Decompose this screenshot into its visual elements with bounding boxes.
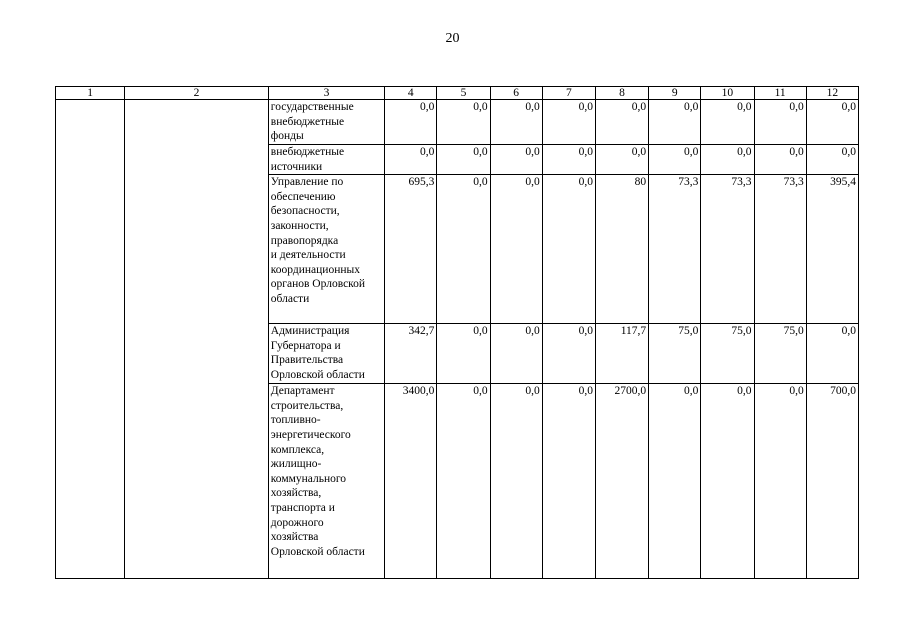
org-cell [268,100,384,145]
value-cell: 73,3 [701,175,754,324]
org-line: законности, [270,219,329,232]
value-cell: 0,0 [437,100,490,145]
value-cell: 3400,0 [385,384,437,579]
value-cell: 73,3 [649,175,701,324]
org-line: правопорядка [270,234,339,247]
value-cell: 2700,0 [595,384,648,579]
value-cell: 75,0 [754,324,806,384]
column-header: 6 [490,87,542,100]
value-cell: 0,0 [437,175,490,324]
value-cell: 0,0 [701,384,754,579]
org-line: внебюджетные [270,146,345,158]
org-line: Орловской области [270,368,365,381]
org-cell [268,175,384,324]
org-line: безопасности, [270,205,340,218]
value-cell: 0,0 [437,324,490,384]
org-line: государственные [270,101,354,113]
budget-table [55,86,859,579]
value-cell: 117,7 [595,324,648,384]
org-line: коммунального [270,472,347,485]
org-line: энергетического [270,428,351,441]
org-line: Орловской области [270,545,365,558]
col1-cell [56,100,125,579]
value-cell: 0,0 [806,100,858,145]
org-cell [268,324,384,384]
value-cell: 0,0 [542,145,595,175]
value-cell: 73,3 [754,175,806,324]
org-line: области [270,292,310,305]
column-header: 4 [385,87,437,100]
column-header: 12 [806,87,858,100]
org-cell [268,145,384,175]
value-cell: 0,0 [806,324,858,384]
value-cell: 0,0 [701,100,754,145]
org-line: дорожного [270,516,324,529]
org-line: Администрация [270,325,350,338]
value-cell: 0,0 [490,384,542,579]
value-cell: 0,0 [754,384,806,579]
column-header: 8 [595,87,648,100]
org-line: топливно- [270,414,321,427]
value-cell: 0,0 [595,100,648,145]
org-line: фонды [270,130,304,143]
value-cell: 0,0 [649,100,701,145]
value-cell: 0,0 [701,145,754,175]
value-cell: 0,0 [542,175,595,324]
value-cell: 700,0 [806,384,858,579]
value-cell: 75,0 [649,324,701,384]
value-cell: 0,0 [542,324,595,384]
page-number: 20 [445,31,460,46]
value-cell: 0,0 [542,384,595,579]
org-line: органов Орловской [270,278,366,291]
org-line: хозяйства, [270,487,322,500]
column-header: 2 [125,87,269,100]
value-cell: 0,0 [490,175,542,324]
value-cell: 0,0 [490,324,542,384]
org-line: строительства, [270,399,344,412]
org-line: Департамент [270,385,335,398]
org-line: хозяйства [270,531,319,544]
value-cell: 0,0 [385,145,437,175]
org-line: обеспечению [270,190,336,203]
table-body [56,100,859,579]
value-cell: 0,0 [437,384,490,579]
value-cell: 0,0 [542,100,595,145]
org-line: Управление по [270,176,344,189]
value-cell: 0,0 [490,100,542,145]
value-cell: 75,0 [701,324,754,384]
col2-cell [125,100,269,579]
value-cell: 695,3 [385,175,437,324]
value-cell: 0,0 [595,145,648,175]
value-cell: 0,0 [437,145,490,175]
org-line: Правительства [270,354,344,367]
org-line: внебюджетные [270,115,345,128]
value-cell: 0,0 [754,100,806,145]
table-row [56,100,859,145]
header-row [56,87,859,100]
column-header: 3 [268,87,384,100]
value-cell: 0,0 [490,145,542,175]
column-header: 9 [649,87,701,100]
org-line: координационных [270,263,360,276]
column-header: 10 [701,87,754,100]
org-line: Губернатора и [270,339,341,352]
org-line: транспорта и [270,501,335,514]
value-cell: 0,0 [806,145,858,175]
value-cell: 80 [595,175,648,324]
org-line: жилищно- [270,458,322,471]
value-cell: 0,0 [649,384,701,579]
value-cell: 0,0 [385,100,437,145]
column-header: 7 [542,87,595,100]
column-header: 11 [754,87,806,100]
org-cell [268,384,384,579]
org-line: источники [270,160,323,173]
value-cell: 0,0 [649,145,701,175]
org-line: и деятельности [270,249,346,262]
org-line: комплекса, [270,443,325,456]
value-cell: 0,0 [754,145,806,175]
column-header: 5 [437,87,490,100]
value-cell: 342,7 [385,324,437,384]
value-cell: 395,4 [806,175,858,324]
column-header: 1 [56,87,125,100]
